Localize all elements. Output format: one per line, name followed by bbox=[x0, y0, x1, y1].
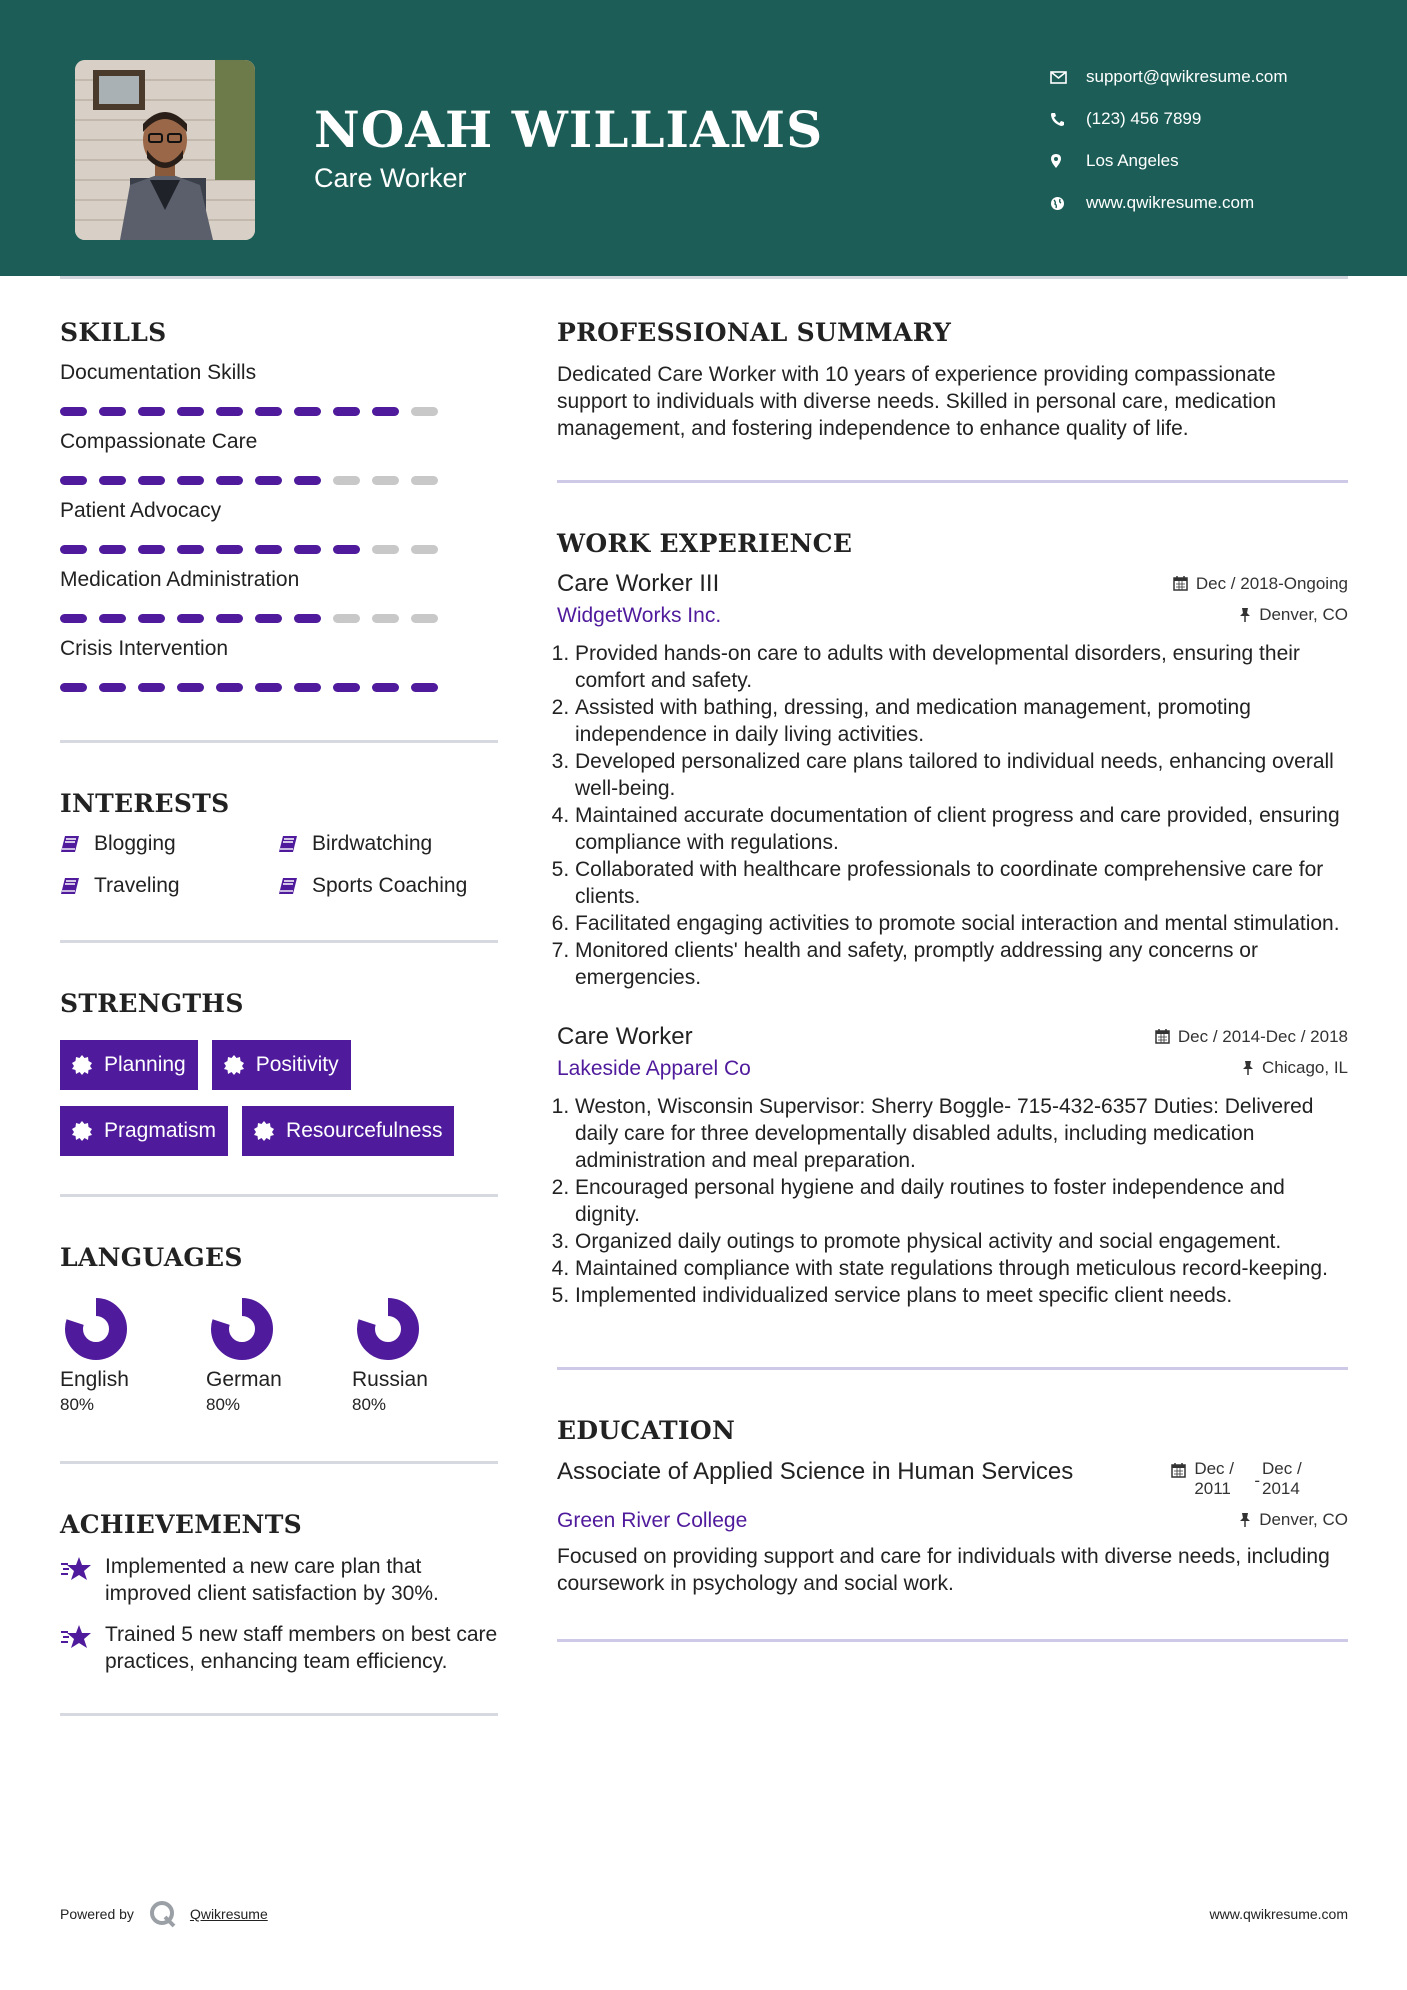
rating-dot-empty bbox=[411, 614, 438, 623]
candidate-name: NOAH WILLIAMS bbox=[314, 100, 824, 159]
rating-dot-filled bbox=[99, 476, 126, 485]
badge-icon bbox=[254, 1121, 286, 1141]
education-date-start: Dec / 2011 bbox=[1194, 1459, 1235, 1498]
education-date-end: Dec / 2014 bbox=[1262, 1459, 1302, 1498]
language-item bbox=[352, 1294, 498, 1415]
qwikresume-logo-icon bbox=[148, 1900, 178, 1928]
duty-item: 3. Developed personalized care plans tailored to individual needs, enhancing overall well-being. bbox=[575, 748, 1348, 802]
rating-dot-filled bbox=[372, 407, 399, 416]
rating-dot-filled bbox=[60, 407, 87, 416]
strength-label: Planning bbox=[104, 1053, 186, 1076]
calendar-icon bbox=[1155, 1029, 1170, 1044]
rating-dot-empty bbox=[411, 407, 438, 416]
strength-label: Resourcefulness bbox=[286, 1119, 443, 1142]
language-progress-ring bbox=[353, 1294, 423, 1364]
contact-location bbox=[1050, 140, 1288, 182]
rating-dot-filled bbox=[216, 545, 243, 554]
qwikresume-link[interactable]: Qwikresume bbox=[189, 1906, 268, 1922]
contact-website-text: www.qwikresume.com bbox=[1086, 193, 1255, 212]
rating-dot-filled bbox=[138, 614, 165, 623]
skill-name: Documentation Skills bbox=[60, 361, 257, 384]
interest-item bbox=[278, 832, 498, 856]
rating-dot-filled bbox=[294, 407, 321, 416]
envelope-icon bbox=[1050, 71, 1086, 84]
skill-rating bbox=[60, 407, 498, 416]
rating-dot-filled bbox=[372, 683, 399, 692]
language-item bbox=[206, 1294, 352, 1415]
achievement-text: Trained 5 new staff members on best care practices, enhancing team efficiency. bbox=[105, 1623, 498, 1673]
rating-dot-filled bbox=[177, 683, 204, 692]
languages-heading: LANGUAGES bbox=[60, 1243, 243, 1272]
degree-title: Associate of Applied Science in Human Services bbox=[557, 1458, 1074, 1485]
duty-item: 7. Monitored clients' health and safety, promptly addressing any concerns or emergencies. bbox=[575, 937, 1348, 991]
book-icon bbox=[60, 835, 94, 853]
summary-divider bbox=[557, 480, 1348, 483]
location-pin-icon bbox=[1050, 153, 1086, 169]
duty-item: 1. Provided hands-on care to adults with developmental disorders, ensuring their comfort and safety. bbox=[575, 640, 1348, 694]
rating-dot-empty bbox=[411, 545, 438, 554]
rating-dot-filled bbox=[99, 614, 126, 623]
job-date bbox=[1155, 1027, 1348, 1047]
book-icon bbox=[60, 877, 94, 895]
skill-rating bbox=[60, 476, 498, 485]
left-column bbox=[60, 318, 498, 1716]
rating-dot-filled bbox=[60, 683, 87, 692]
skill-rating bbox=[60, 614, 498, 623]
skills-heading: SKILLS bbox=[60, 318, 167, 347]
education-date bbox=[1171, 1459, 1312, 1499]
duty-item: 5. Implemented individualized service plans to meet specific client needs. bbox=[575, 1282, 1348, 1309]
rating-dot-filled bbox=[99, 407, 126, 416]
rating-dot-empty bbox=[333, 614, 360, 623]
strength-tag bbox=[212, 1040, 351, 1090]
strength-label: Pragmatism bbox=[104, 1119, 217, 1142]
experience-divider bbox=[557, 1367, 1348, 1370]
calendar-icon bbox=[1173, 576, 1188, 591]
duties-list bbox=[557, 640, 1348, 991]
interest-label: Birdwatching bbox=[312, 832, 433, 855]
contact-list bbox=[1050, 56, 1288, 224]
skills-divider bbox=[60, 740, 498, 743]
star-award-icon bbox=[60, 1553, 105, 1607]
job-title: Care Worker bbox=[557, 1023, 693, 1050]
job-date-text: Dec / 2014-Dec / 2018 bbox=[1177, 1026, 1348, 1046]
school-name: Green River College bbox=[557, 1509, 748, 1532]
rating-dot-filled bbox=[255, 614, 282, 623]
job-entry bbox=[557, 570, 1348, 991]
job-location-text: Denver, CO bbox=[1259, 604, 1348, 624]
globe-icon bbox=[1050, 196, 1086, 211]
interest-item bbox=[278, 874, 498, 898]
rating-dot-filled bbox=[333, 545, 360, 554]
education-description: Focused on providing support and care for individuals with diverse needs, including coursework in psychology and social work. bbox=[557, 1545, 1330, 1595]
experience-heading: WORK EXPERIENCE bbox=[557, 529, 853, 558]
calendar-icon bbox=[1171, 1463, 1186, 1483]
language-name: English bbox=[60, 1368, 129, 1391]
interests-heading: INTERESTS bbox=[60, 789, 230, 818]
rating-dot-filled bbox=[333, 407, 360, 416]
company-name: Lakeside Apparel Co bbox=[557, 1057, 751, 1080]
rating-dot-empty bbox=[333, 476, 360, 485]
rating-dot-filled bbox=[60, 545, 87, 554]
rating-dot-filled bbox=[138, 407, 165, 416]
interest-item bbox=[60, 874, 278, 898]
header-divider bbox=[60, 276, 1348, 279]
education-location-text: Denver, CO bbox=[1259, 1509, 1348, 1529]
contact-email[interactable] bbox=[1050, 56, 1288, 98]
rating-dot-filled bbox=[60, 476, 87, 485]
job-date bbox=[1173, 574, 1348, 594]
languages-list bbox=[60, 1294, 498, 1415]
interest-label: Sports Coaching bbox=[312, 874, 468, 897]
contact-phone[interactable] bbox=[1050, 98, 1288, 140]
education-date-separator: - bbox=[1254, 1471, 1260, 1490]
rating-dot-filled bbox=[255, 407, 282, 416]
badge-icon bbox=[72, 1055, 104, 1075]
pushpin-icon bbox=[1242, 1060, 1254, 1075]
skill-rating bbox=[60, 683, 498, 692]
rating-dot-filled bbox=[294, 545, 321, 554]
rating-dot-filled bbox=[99, 545, 126, 554]
rating-dot-filled bbox=[294, 614, 321, 623]
interests-list bbox=[60, 832, 498, 898]
rating-dot-filled bbox=[255, 683, 282, 692]
strengths-list bbox=[60, 1040, 498, 1172]
skill-rating bbox=[60, 545, 498, 554]
language-name: Russian bbox=[352, 1368, 428, 1391]
strength-tag bbox=[60, 1040, 198, 1090]
rating-dot-empty bbox=[372, 614, 399, 623]
rating-dot-filled bbox=[216, 614, 243, 623]
book-icon bbox=[278, 835, 312, 853]
achievement-item bbox=[60, 1621, 498, 1675]
pushpin-icon bbox=[1239, 1512, 1251, 1527]
rating-dot-filled bbox=[294, 683, 321, 692]
contact-location-text: Los Angeles bbox=[1086, 151, 1179, 170]
duty-item: 1. Weston, Wisconsin Supervisor: Sherry Boggle- 715-432-6357 Duties: Delivered daily care for three developmentally disabled adults, including medication administration and meal preparation. bbox=[575, 1093, 1348, 1174]
language-level: 80% bbox=[206, 1395, 241, 1414]
summary-text: Dedicated Care Worker with 10 years of experience providing compassionate support to individuals with diverse needs. Skilled in personal care, medication management, and fostering independence to enhance quality of life. bbox=[557, 363, 1277, 440]
duty-item: 5. Collaborated with healthcare professionals to coordinate comprehensive care for clients. bbox=[575, 856, 1348, 910]
strength-tag bbox=[60, 1106, 228, 1156]
rating-dot-filled bbox=[60, 614, 87, 623]
duty-item: 2. Assisted with bathing, dressing, and medication management, promoting independence in daily living activities. bbox=[575, 694, 1348, 748]
duty-item: 2. Encouraged personal hygiene and daily routines to foster independence and dignity. bbox=[575, 1174, 1348, 1228]
language-progress-ring bbox=[207, 1294, 277, 1364]
rating-dot-filled bbox=[177, 407, 204, 416]
job-entry bbox=[557, 1023, 1348, 1309]
language-level: 80% bbox=[352, 1395, 387, 1414]
footer-website-link[interactable]: www.qwikresume.com bbox=[1209, 1906, 1348, 1922]
achievement-text: Implemented a new care plan that improved client satisfaction by 30%. bbox=[105, 1555, 439, 1605]
book-icon bbox=[278, 877, 312, 895]
company-name: WidgetWorks Inc. bbox=[557, 604, 722, 627]
rating-dot-filled bbox=[138, 545, 165, 554]
badge-icon bbox=[72, 1121, 104, 1141]
profile-photo bbox=[75, 60, 255, 240]
right-column bbox=[557, 318, 1348, 1642]
rating-dot-filled bbox=[255, 545, 282, 554]
education-location bbox=[1239, 1510, 1348, 1530]
powered-by-label: Powered by bbox=[60, 1906, 134, 1922]
pushpin-icon bbox=[1239, 607, 1251, 622]
duties-list bbox=[557, 1093, 1348, 1309]
rating-dot-filled bbox=[216, 476, 243, 485]
education-entry bbox=[557, 1457, 1348, 1597]
language-name: German bbox=[206, 1368, 282, 1391]
resume-header bbox=[0, 0, 1407, 276]
strengths-heading: STRENGTHS bbox=[60, 989, 244, 1018]
job-title: Care Worker III bbox=[557, 570, 720, 597]
rating-dot-filled bbox=[255, 476, 282, 485]
rating-dot-filled bbox=[99, 683, 126, 692]
language-progress-ring bbox=[61, 1294, 131, 1364]
duty-item: 4. Maintained accurate documentation of client progress and care provided, ensuring compliance with regulations. bbox=[575, 802, 1348, 856]
job-date-text: Dec / 2018-Ongoing bbox=[1195, 573, 1348, 593]
rating-dot-filled bbox=[177, 614, 204, 623]
badge-icon bbox=[224, 1055, 256, 1075]
duty-item: 3. Organized daily outings to promote physical activity and social engagement. bbox=[575, 1228, 1348, 1255]
skill-name: Patient Advocacy bbox=[60, 499, 222, 522]
skill-name: Compassionate Care bbox=[60, 430, 258, 453]
skill-name: Medication Administration bbox=[60, 568, 300, 591]
skills-list bbox=[60, 361, 498, 692]
achievements-heading: ACHIEVEMENTS bbox=[60, 1510, 302, 1539]
rating-dot-filled bbox=[177, 476, 204, 485]
rating-dot-filled bbox=[333, 683, 360, 692]
skill-name: Crisis Intervention bbox=[60, 637, 229, 660]
job-location bbox=[1239, 605, 1348, 625]
strength-label: Positivity bbox=[255, 1053, 339, 1076]
contact-email-text: support@qwikresume.com bbox=[1086, 67, 1288, 86]
achievement-item bbox=[60, 1553, 498, 1607]
job-location-text: Chicago, IL bbox=[1262, 1057, 1348, 1077]
strength-tag bbox=[242, 1106, 454, 1156]
interest-label: Blogging bbox=[94, 832, 176, 855]
phone-icon bbox=[1050, 112, 1086, 127]
rating-dot-filled bbox=[216, 407, 243, 416]
strengths-divider bbox=[60, 1194, 498, 1197]
rating-dot-filled bbox=[216, 683, 243, 692]
rating-dot-filled bbox=[138, 683, 165, 692]
language-level: 80% bbox=[60, 1395, 95, 1414]
interest-item bbox=[60, 832, 278, 856]
rating-dot-empty bbox=[411, 476, 438, 485]
education-heading: EDUCATION bbox=[557, 1416, 736, 1445]
job-location bbox=[1242, 1058, 1348, 1078]
languages-divider bbox=[60, 1461, 498, 1464]
star-award-icon bbox=[60, 1621, 105, 1675]
achievements-divider bbox=[60, 1713, 498, 1716]
summary-heading: PROFESSIONAL SUMMARY bbox=[557, 318, 952, 347]
duty-item: 6. Facilitated engaging activities to promote social interaction and mental stimulation. bbox=[575, 910, 1348, 937]
page-footer bbox=[60, 1900, 1348, 1928]
rating-dot-empty bbox=[372, 476, 399, 485]
education-divider bbox=[557, 1639, 1348, 1642]
contact-website[interactable] bbox=[1050, 182, 1288, 224]
rating-dot-filled bbox=[411, 683, 438, 692]
interests-divider bbox=[60, 940, 498, 943]
interest-label: Traveling bbox=[94, 874, 180, 897]
rating-dot-filled bbox=[138, 476, 165, 485]
rating-dot-filled bbox=[177, 545, 204, 554]
language-item bbox=[60, 1294, 206, 1415]
contact-phone-text: (123) 456 7899 bbox=[1086, 109, 1202, 128]
rating-dot-empty bbox=[372, 545, 399, 554]
duty-item: 4. Maintained compliance with state regulations through meticulous record-keeping. bbox=[575, 1255, 1348, 1282]
candidate-title: Care Worker bbox=[314, 163, 467, 193]
rating-dot-filled bbox=[294, 476, 321, 485]
